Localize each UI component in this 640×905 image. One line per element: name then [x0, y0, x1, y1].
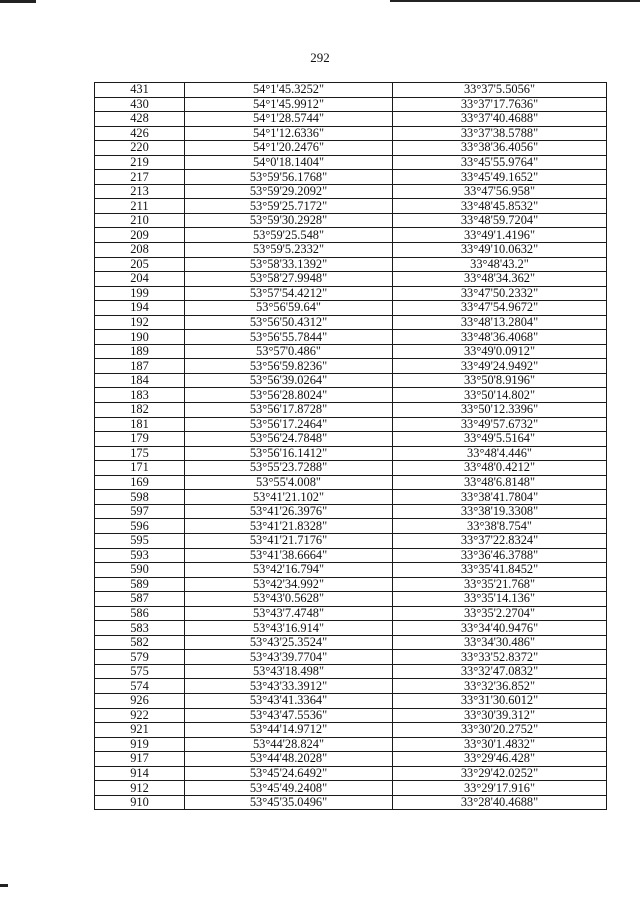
table-row [95, 97, 607, 112]
latitude-cell: 54°1'20.2476" [185, 141, 393, 156]
point-number-cell: 430 [95, 97, 185, 112]
point-number-cell: 579 [95, 650, 185, 665]
latitude-cell: 54°1'12.6336" [185, 126, 393, 141]
latitude-cell: 53°41'38.6664" [185, 548, 393, 563]
longitude-cell: 33°29'46.428" [393, 752, 607, 767]
table-row [95, 330, 607, 345]
table-row [95, 243, 607, 258]
latitude-cell: 53°59'5.2332" [185, 243, 393, 258]
table-row [95, 635, 607, 650]
point-number-cell: 919 [95, 737, 185, 752]
latitude-cell: 54°1'45.3252" [185, 83, 393, 98]
longitude-cell: 33°47'50.2332" [393, 286, 607, 301]
longitude-cell: 33°50'14.802" [393, 388, 607, 403]
latitude-cell: 54°0'18.1404" [185, 155, 393, 170]
longitude-cell: 33°28'40.4688" [393, 795, 607, 810]
point-number-cell: 917 [95, 752, 185, 767]
latitude-cell: 53°42'34.992" [185, 577, 393, 592]
table-row [95, 184, 607, 199]
table-row [95, 752, 607, 767]
longitude-cell: 33°38'19.3308" [393, 504, 607, 519]
point-number-cell: 575 [95, 664, 185, 679]
table-row [95, 301, 607, 316]
longitude-cell: 33°32'47.0832" [393, 664, 607, 679]
table-row [95, 373, 607, 388]
point-number-cell: 192 [95, 315, 185, 330]
table-row [95, 170, 607, 185]
longitude-cell: 33°49'10.0632" [393, 243, 607, 258]
table-row [95, 155, 607, 170]
latitude-cell: 53°56'39.0264" [185, 373, 393, 388]
latitude-cell: 53°56'50.4312" [185, 315, 393, 330]
table-row [95, 577, 607, 592]
latitude-cell: 53°56'59.64" [185, 301, 393, 316]
table-row [95, 228, 607, 243]
latitude-cell: 53°59'29.2092" [185, 184, 393, 199]
latitude-cell: 53°41'21.7176" [185, 533, 393, 548]
point-number-cell: 926 [95, 693, 185, 708]
table-row [95, 461, 607, 476]
longitude-cell: 33°35'2.2704" [393, 606, 607, 621]
point-number-cell: 187 [95, 359, 185, 374]
longitude-cell: 33°35'14.136" [393, 592, 607, 607]
point-number-cell: 204 [95, 272, 185, 287]
point-number-cell: 431 [95, 83, 185, 98]
longitude-cell: 33°30'1.4832" [393, 737, 607, 752]
longitude-cell: 33°49'24.9492" [393, 359, 607, 374]
longitude-cell: 33°50'8.9196" [393, 373, 607, 388]
longitude-cell: 33°48'59.7204" [393, 213, 607, 228]
table-row [95, 417, 607, 432]
longitude-cell: 33°34'30.486" [393, 635, 607, 650]
longitude-cell: 33°32'36.852" [393, 679, 607, 694]
longitude-cell: 33°37'17.7636" [393, 97, 607, 112]
table-row [95, 432, 607, 447]
point-number-cell: 190 [95, 330, 185, 345]
point-number-cell: 589 [95, 577, 185, 592]
point-number-cell: 593 [95, 548, 185, 563]
longitude-cell: 33°47'54.9672" [393, 301, 607, 316]
point-number-cell: 213 [95, 184, 185, 199]
point-number-cell: 220 [95, 141, 185, 156]
longitude-cell: 33°37'5.5056" [393, 83, 607, 98]
table-row [95, 359, 607, 374]
point-number-cell: 183 [95, 388, 185, 403]
table-row [95, 388, 607, 403]
point-number-cell: 181 [95, 417, 185, 432]
longitude-cell: 33°31'30.6012" [393, 693, 607, 708]
longitude-cell: 33°36'46.3788" [393, 548, 607, 563]
table-row [95, 199, 607, 214]
longitude-cell: 33°49'5.5164" [393, 432, 607, 447]
table-row [95, 112, 607, 127]
latitude-cell: 53°42'16.794" [185, 563, 393, 578]
longitude-cell: 33°47'56.958" [393, 184, 607, 199]
latitude-cell: 53°56'24.7848" [185, 432, 393, 447]
point-number-cell: 189 [95, 344, 185, 359]
table-row [95, 606, 607, 621]
point-number-cell: 582 [95, 635, 185, 650]
point-number-cell: 426 [95, 126, 185, 141]
point-number-cell: 914 [95, 766, 185, 781]
table-row [95, 286, 607, 301]
table-row [95, 141, 607, 156]
table-row [95, 475, 607, 490]
longitude-cell: 33°48'43.2" [393, 257, 607, 272]
longitude-cell: 33°30'39.312" [393, 708, 607, 723]
longitude-cell: 33°38'8.754" [393, 519, 607, 534]
longitude-cell: 33°38'36.4056" [393, 141, 607, 156]
longitude-cell: 33°29'42.0252" [393, 766, 607, 781]
table-row [95, 403, 607, 418]
longitude-cell: 33°29'17.916" [393, 781, 607, 796]
point-number-cell: 209 [95, 228, 185, 243]
point-number-cell: 921 [95, 723, 185, 738]
latitude-cell: 53°56'59.8236" [185, 359, 393, 374]
coordinates-table-body [95, 83, 607, 810]
latitude-cell: 53°56'28.8024" [185, 388, 393, 403]
longitude-cell: 33°48'34.362" [393, 272, 607, 287]
point-number-cell: 169 [95, 475, 185, 490]
table-row [95, 766, 607, 781]
table-row [95, 446, 607, 461]
table-row [95, 257, 607, 272]
longitude-cell: 33°33'52.8372" [393, 650, 607, 665]
point-number-cell: 586 [95, 606, 185, 621]
latitude-cell: 53°59'30.2928" [185, 213, 393, 228]
longitude-cell: 33°45'49.1652" [393, 170, 607, 185]
point-number-cell: 428 [95, 112, 185, 127]
table-row [95, 708, 607, 723]
latitude-cell: 53°43'16.914" [185, 621, 393, 636]
longitude-cell: 33°50'12.3396" [393, 403, 607, 418]
latitude-cell: 53°45'35.0496" [185, 795, 393, 810]
point-number-cell: 182 [95, 403, 185, 418]
latitude-cell: 53°45'49.2408" [185, 781, 393, 796]
longitude-cell: 33°35'41.8452" [393, 563, 607, 578]
table-row [95, 795, 607, 810]
table-row [95, 533, 607, 548]
point-number-cell: 217 [95, 170, 185, 185]
table-row [95, 781, 607, 796]
latitude-cell: 53°43'33.3912" [185, 679, 393, 694]
scan-edge-mark [0, 884, 8, 887]
latitude-cell: 53°41'21.8328" [185, 519, 393, 534]
scan-edge-mark [390, 0, 640, 2]
point-number-cell: 211 [95, 199, 185, 214]
longitude-cell: 33°48'4.446" [393, 446, 607, 461]
latitude-cell: 53°55'4.008" [185, 475, 393, 490]
latitude-cell: 53°43'41.3364" [185, 693, 393, 708]
point-number-cell: 194 [95, 301, 185, 316]
table-row [95, 213, 607, 228]
longitude-cell: 33°48'36.4068" [393, 330, 607, 345]
point-number-cell: 184 [95, 373, 185, 388]
latitude-cell: 53°59'25.548" [185, 228, 393, 243]
point-number-cell: 910 [95, 795, 185, 810]
point-number-cell: 583 [95, 621, 185, 636]
point-number-cell: 199 [95, 286, 185, 301]
point-number-cell: 219 [95, 155, 185, 170]
longitude-cell: 33°48'13.2804" [393, 315, 607, 330]
table-row [95, 272, 607, 287]
longitude-cell: 33°48'0.4212" [393, 461, 607, 476]
table-row [95, 679, 607, 694]
point-number-cell: 598 [95, 490, 185, 505]
point-number-cell: 590 [95, 563, 185, 578]
longitude-cell: 33°45'55.9764" [393, 155, 607, 170]
table-row [95, 126, 607, 141]
longitude-cell: 33°38'41.7804" [393, 490, 607, 505]
latitude-cell: 53°44'14.9712" [185, 723, 393, 738]
point-number-cell: 597 [95, 504, 185, 519]
point-number-cell: 587 [95, 592, 185, 607]
longitude-cell: 33°35'21.768" [393, 577, 607, 592]
point-number-cell: 596 [95, 519, 185, 534]
latitude-cell: 54°1'45.9912" [185, 97, 393, 112]
latitude-cell: 53°43'25.3524" [185, 635, 393, 650]
point-number-cell: 205 [95, 257, 185, 272]
latitude-cell: 53°58'27.9948" [185, 272, 393, 287]
point-number-cell: 175 [95, 446, 185, 461]
point-number-cell: 574 [95, 679, 185, 694]
latitude-cell: 53°41'21.102" [185, 490, 393, 505]
table-row [95, 315, 607, 330]
coordinates-table [94, 82, 607, 810]
table-row [95, 650, 607, 665]
table-row [95, 664, 607, 679]
table-row [95, 563, 607, 578]
longitude-cell: 33°49'57.6732" [393, 417, 607, 432]
table-row [95, 504, 607, 519]
latitude-cell: 53°56'17.2464" [185, 417, 393, 432]
longitude-cell: 33°34'40.9476" [393, 621, 607, 636]
latitude-cell: 53°56'16.1412" [185, 446, 393, 461]
latitude-cell: 53°43'7.4748" [185, 606, 393, 621]
point-number-cell: 210 [95, 213, 185, 228]
latitude-cell: 53°41'26.3976" [185, 504, 393, 519]
latitude-cell: 53°43'47.5536" [185, 708, 393, 723]
latitude-cell: 53°44'48.2028" [185, 752, 393, 767]
point-number-cell: 208 [95, 243, 185, 258]
table-row [95, 723, 607, 738]
table-row [95, 693, 607, 708]
table-row [95, 548, 607, 563]
latitude-cell: 53°56'55.7844" [185, 330, 393, 345]
latitude-cell: 53°58'33.1392" [185, 257, 393, 272]
longitude-cell: 33°37'40.4688" [393, 112, 607, 127]
table-row [95, 519, 607, 534]
longitude-cell: 33°48'45.8532" [393, 199, 607, 214]
latitude-cell: 53°43'0.5628" [185, 592, 393, 607]
longitude-cell: 33°37'22.8324" [393, 533, 607, 548]
point-number-cell: 912 [95, 781, 185, 796]
point-number-cell: 171 [95, 461, 185, 476]
table-row [95, 83, 607, 98]
longitude-cell: 33°48'6.8148" [393, 475, 607, 490]
latitude-cell: 53°59'56.1768" [185, 170, 393, 185]
latitude-cell: 53°55'23.7288" [185, 461, 393, 476]
latitude-cell: 53°57'0.486" [185, 344, 393, 359]
latitude-cell: 53°57'54.4212" [185, 286, 393, 301]
latitude-cell: 53°59'25.7172" [185, 199, 393, 214]
table-row [95, 344, 607, 359]
point-number-cell: 922 [95, 708, 185, 723]
page-number: 292 [310, 50, 330, 65]
point-number-cell: 595 [95, 533, 185, 548]
longitude-cell: 33°37'38.5788" [393, 126, 607, 141]
table-row [95, 592, 607, 607]
latitude-cell: 53°56'17.8728" [185, 403, 393, 418]
longitude-cell: 33°49'0.0912" [393, 344, 607, 359]
latitude-cell: 53°45'24.6492" [185, 766, 393, 781]
longitude-cell: 33°30'20.2752" [393, 723, 607, 738]
longitude-cell: 33°49'1.4196" [393, 228, 607, 243]
latitude-cell: 54°1'28.5744" [185, 112, 393, 127]
scan-edge-mark [0, 0, 36, 3]
table-row [95, 490, 607, 505]
latitude-cell: 53°43'39.7704" [185, 650, 393, 665]
table-row [95, 621, 607, 636]
latitude-cell: 53°43'18.498" [185, 664, 393, 679]
point-number-cell: 179 [95, 432, 185, 447]
table-row [95, 737, 607, 752]
latitude-cell: 53°44'28.824" [185, 737, 393, 752]
